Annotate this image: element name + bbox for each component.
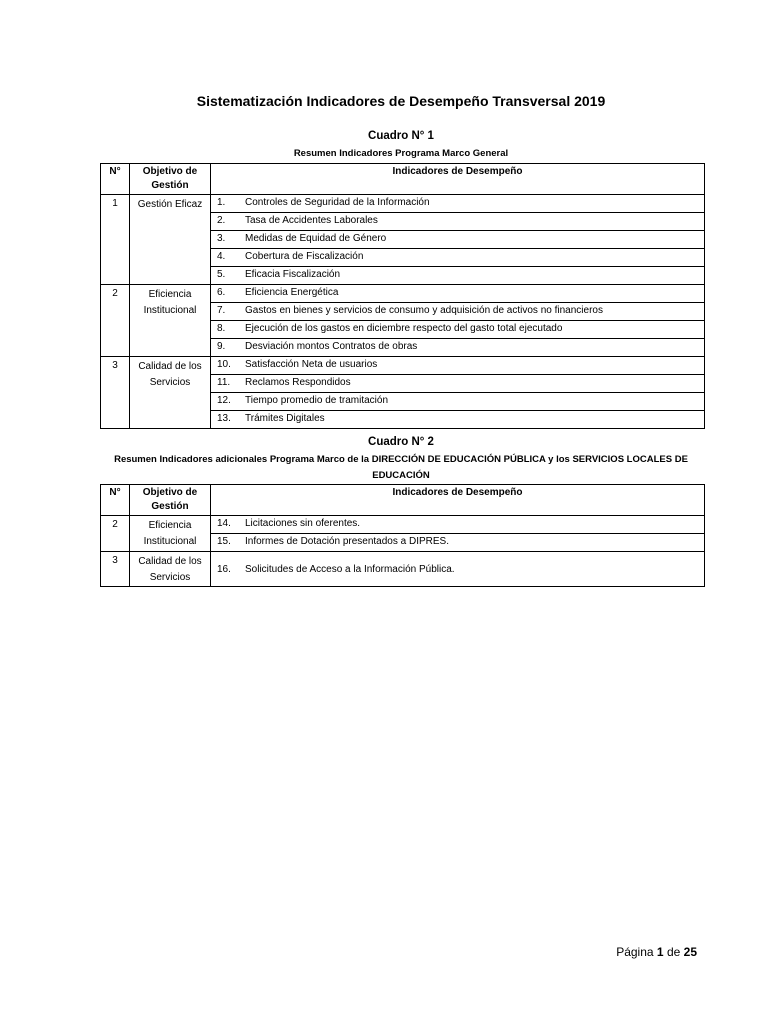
table-row	[101, 285, 705, 303]
indicator-text: Gastos en bienes y servicios de consumo y adquisición de activos no financieros	[245, 303, 705, 321]
objective-name: Gestión Eficaz	[130, 195, 211, 285]
indicator-number: 1.	[211, 195, 246, 213]
table-row	[101, 195, 705, 213]
header-objetivo: Objetivo de Gestión	[130, 164, 211, 195]
page-title: Sistematización Indicadores de Desempeño Transversal 2019	[196, 93, 606, 109]
cuadro-2-subheading: Resumen Indicadores adicionales Programa Marco de la DIRECCIÓN DE EDUCACIÓN PÚBLICA y los SERVICIOS LOCALES DE EDUCACIÓN	[114, 454, 688, 481]
table-row	[101, 357, 705, 375]
indicator-text: Medidas de Equidad de Género	[245, 231, 705, 249]
header-objetivo: Objetivo de Gestión	[130, 485, 211, 516]
indicator-number: 2.	[211, 213, 246, 231]
indicator-text: Reclamos Respondidos	[245, 375, 705, 393]
objective-name: Eficiencia Institucional	[130, 285, 211, 357]
objective-name: Calidad de los Servicios	[130, 552, 211, 587]
indicator-number: 12.	[211, 393, 246, 411]
indicator-number: 9.	[211, 339, 246, 357]
page-total: 25	[683, 945, 697, 959]
indicator-number: 4.	[211, 249, 246, 267]
indicator-text: Trámites Digitales	[245, 411, 705, 429]
objective-name: Eficiencia Institucional	[130, 516, 211, 552]
table-row	[101, 552, 705, 587]
indicator-number: 14.	[211, 516, 246, 534]
page-current: 1	[656, 945, 664, 959]
indicator-text: Tasa de Accidentes Laborales	[245, 213, 705, 231]
table-row	[101, 516, 705, 534]
cuadro-1-subheading: Resumen Indicadores Programa Marco General	[293, 148, 509, 159]
indicator-text: Satisfacción Neta de usuarios	[245, 357, 705, 375]
indicator-number: 11.	[211, 375, 246, 393]
objective-name: Calidad de los Servicios	[130, 357, 211, 429]
indicator-text: Licitaciones sin oferentes.	[245, 516, 705, 534]
indicator-text: Controles de Seguridad de la Información	[245, 195, 705, 213]
objective-number: 2	[101, 285, 130, 357]
indicator-number: 15.	[211, 534, 246, 552]
cuadro-1-heading: Cuadro N° 1	[368, 130, 434, 142]
indicator-number: 8.	[211, 321, 246, 339]
objective-number: 3	[101, 357, 130, 429]
indicator-text: Eficacia Fiscalización	[245, 267, 705, 285]
indicator-number: 6.	[211, 285, 246, 303]
indicator-text: Eficiencia Energética	[245, 285, 705, 303]
page-number	[616, 945, 697, 959]
indicator-text: Solicitudes de Acceso a la Información Pública.	[245, 552, 705, 587]
objective-number: 1	[101, 195, 130, 285]
indicator-text: Cobertura de Fiscalización	[245, 249, 705, 267]
cuadro-2-table	[100, 484, 705, 587]
indicator-text: Desviación montos Contratos de obras	[245, 339, 705, 357]
objective-number: 2	[101, 516, 130, 552]
indicator-number: 5.	[211, 267, 246, 285]
header-indicadores: Indicadores de Desempeño	[211, 164, 705, 195]
indicator-number: 16.	[211, 552, 246, 587]
header-n: N°	[101, 485, 130, 516]
cuadro-2-heading: Cuadro N° 2	[368, 436, 434, 448]
indicator-text: Informes de Dotación presentados a DIPRES.	[245, 534, 705, 552]
page-of: de	[666, 945, 681, 959]
header-indicadores: Indicadores de Desempeño	[211, 485, 705, 516]
indicator-number: 3.	[211, 231, 246, 249]
objective-number: 3	[101, 552, 130, 587]
indicator-number: 10.	[211, 357, 246, 375]
indicator-number: 13.	[211, 411, 246, 429]
header-n: N°	[101, 164, 130, 195]
page-label: Página	[616, 945, 654, 959]
cuadro-1-table	[100, 163, 705, 429]
indicator-text: Ejecución de los gastos en diciembre respecto del gasto total ejecutado	[245, 321, 705, 339]
indicator-number: 7.	[211, 303, 246, 321]
indicator-text: Tiempo promedio de tramitación	[245, 393, 705, 411]
